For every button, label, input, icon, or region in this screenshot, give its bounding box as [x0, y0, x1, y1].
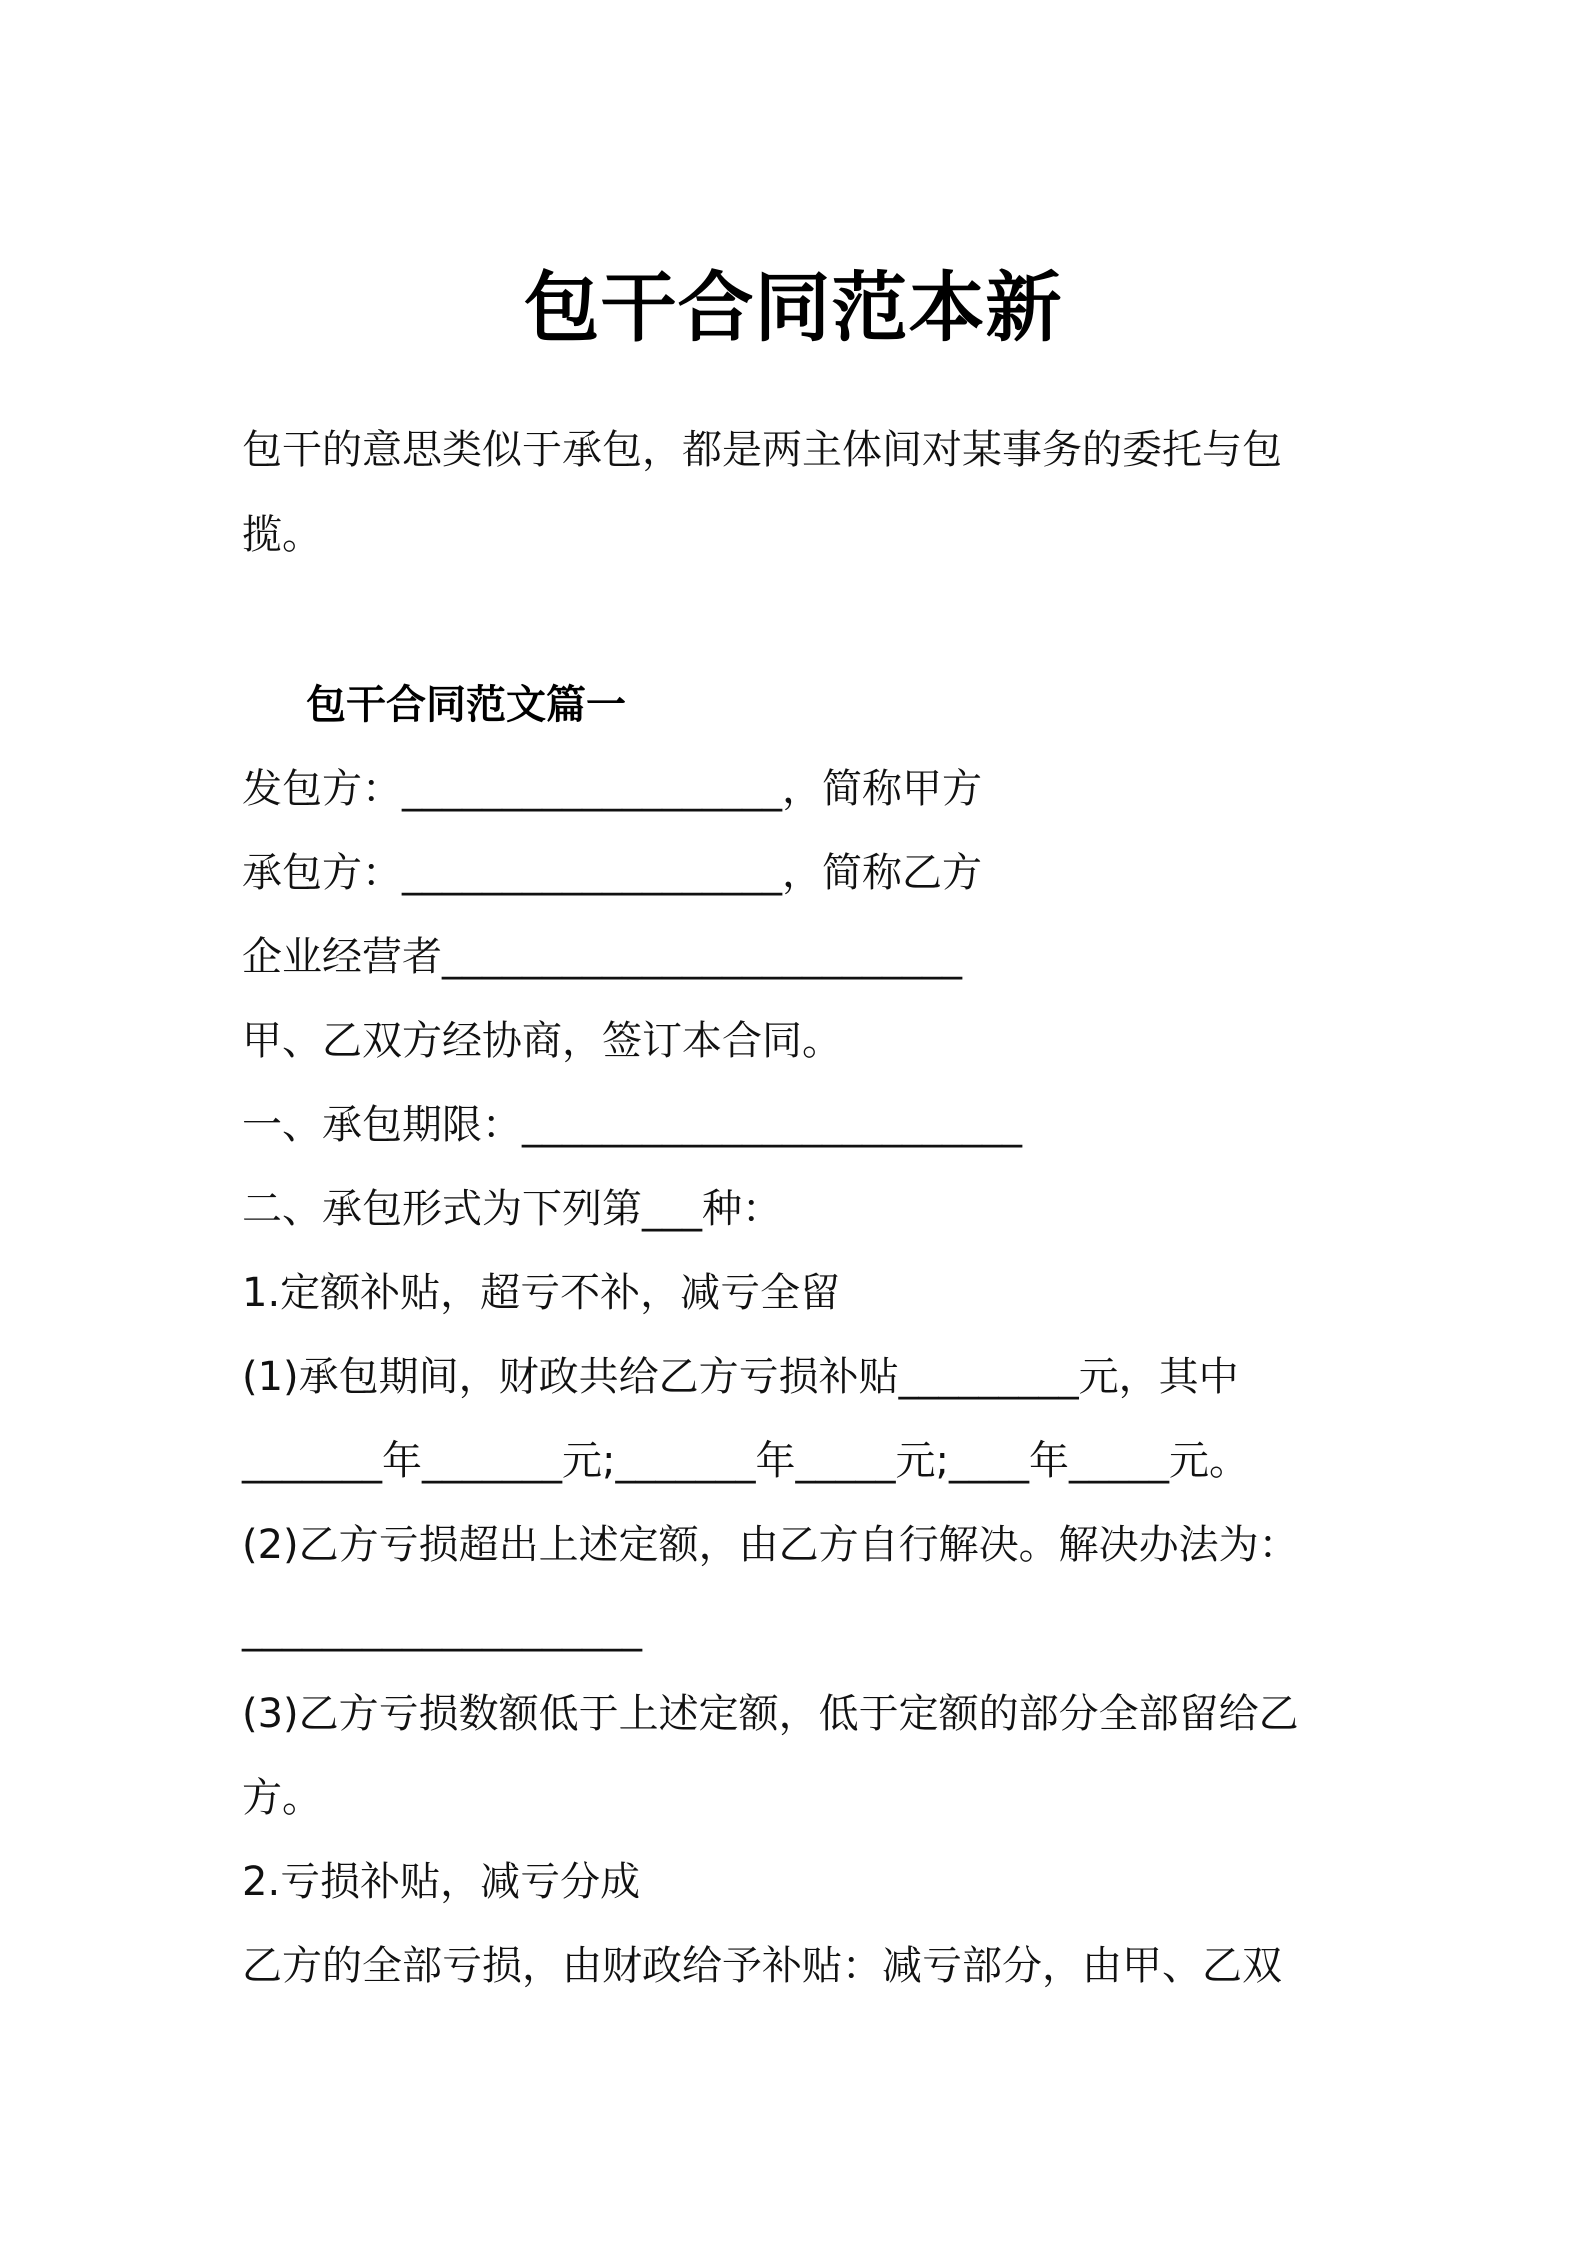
section-heading: 包干合同范文篇一: [306, 682, 626, 728]
line-item-1-2-blank: ____________________: [242, 1606, 642, 1652]
line-form: 二、承包形式为下列第___种：: [242, 1186, 782, 1232]
line-party-b: 承包方：___________________，简称乙方: [242, 850, 982, 896]
line-operator: 企业经营者__________________________: [242, 934, 962, 980]
line-agreement: 甲、乙双方经协商，签订本合同。: [242, 1018, 842, 1064]
line-item-1-3-cont: 方。: [242, 1775, 322, 1821]
intro-line-2: 揽。: [242, 512, 322, 558]
line-item-2: 2.亏损补贴，减亏分成: [242, 1859, 641, 1905]
intro-line-1: 包干的意思类似于承包，都是两主体间对某事务的委托与包: [242, 427, 1282, 473]
document-title: 包干合同范本新: [523, 263, 1063, 352]
line-item-1-1-years: _______年_______元;_______年_____元;____年_____元。: [242, 1438, 1249, 1484]
line-item-1-1: (1)承包期间，财政共给乙方亏损补贴_________元，其中: [242, 1354, 1239, 1400]
line-item-2-text: 乙方的全部亏损，由财政给予补贴：减亏部分，由甲、乙双: [242, 1943, 1282, 1989]
line-item-1: 1.定额补贴，超亏不补，减亏全留: [242, 1270, 841, 1316]
line-party-a: 发包方：___________________，简称甲方: [242, 766, 982, 812]
line-item-1-2: (2)乙方亏损超出上述定额，由乙方自行解决。解决办法为：: [242, 1522, 1299, 1568]
line-term: 一、承包期限：_________________________: [242, 1102, 1022, 1148]
line-item-1-3: (3)乙方亏损数额低于上述定额，低于定额的部分全部留给乙: [242, 1691, 1299, 1737]
